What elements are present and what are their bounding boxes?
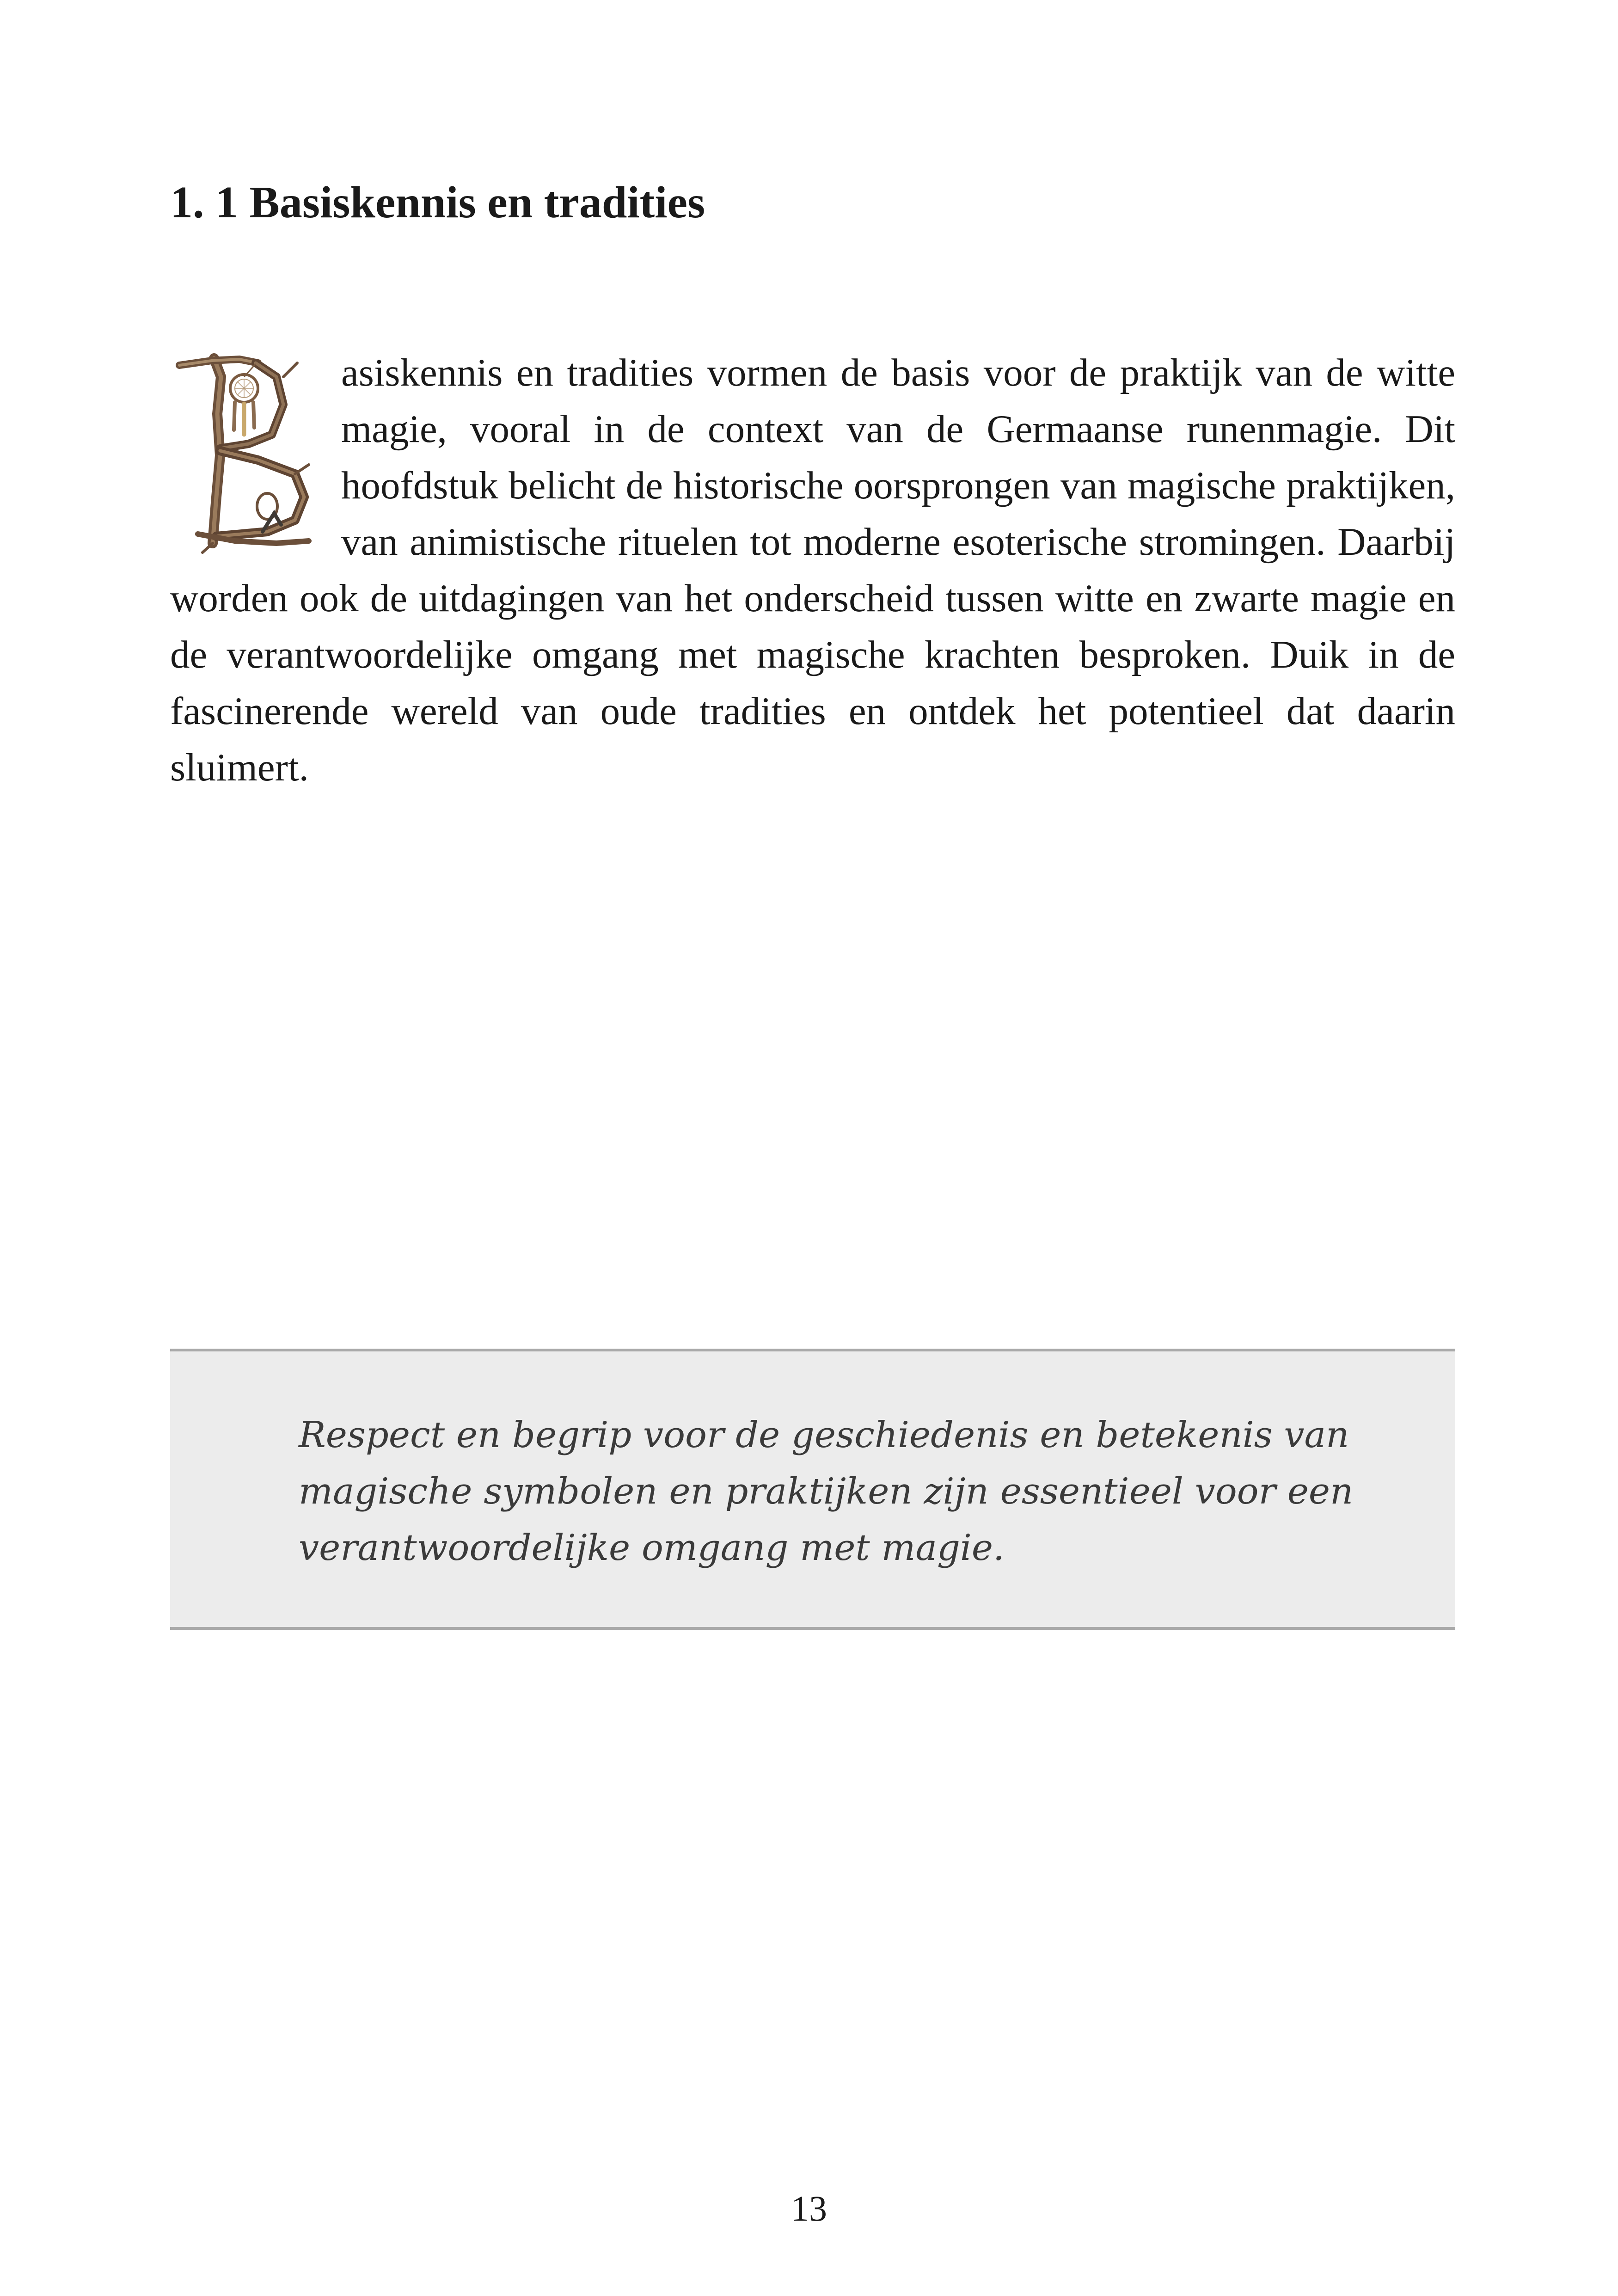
callout-box <box>170 1349 1455 1630</box>
section-title: 1. 1 Basiskennis en tradities <box>170 178 705 227</box>
intro-paragraph-block <box>170 344 1455 796</box>
callout-quote: Respect en begrip voor de geschiedenis en betekenis van magische symbolen en praktijken zijn essentieel voor een verantwoordelijke omgang met magie. <box>299 1414 1354 1569</box>
drop-cap-illustration <box>170 349 318 555</box>
twig-letter-b-icon <box>170 349 318 555</box>
page-number: 13 <box>791 2188 827 2228</box>
intro-paragraph: asiskennis en tradities vormen de basis voor de praktijk van de witte magie, vooral in de context van de Germaanse runenmagie. Dit hoofdstuk belicht de historische oorsprongen van magische praktijken, van animistische rituelen tot moderne esoterische stromingen. Daarbij worden ook de uitdagingen van het onderscheid tussen witte en zwarte magie en de verantwoordelijke omgang met magische krachten besproken. Duik in de fascinerende wereld van oude tradities en ontdek het potentieel dat daarin sluimert. <box>170 351 1455 789</box>
